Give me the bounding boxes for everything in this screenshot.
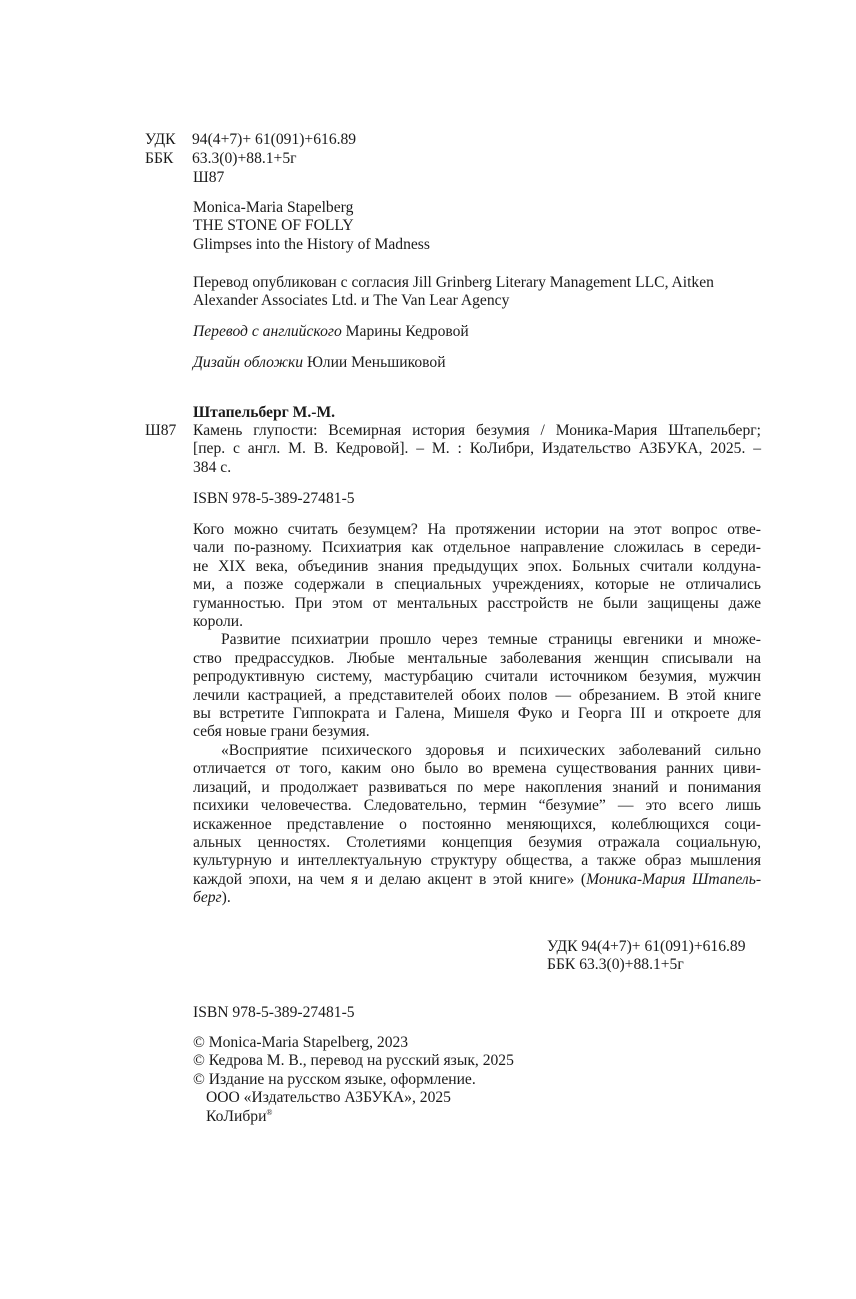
- udk-label: УДК: [145, 131, 176, 148]
- annotation-line: себя новые грани безумия.: [193, 723, 370, 741]
- annotation-line: культурную и интеллектуальную структуру общества, а также образ мышления: [193, 852, 761, 870]
- bib-mark-text: Ш87: [145, 422, 177, 439]
- bottom-classification: [547, 938, 746, 975]
- bbk-value: 63.3(0)+88.1+5г: [192, 150, 297, 167]
- rights-block: [193, 274, 761, 311]
- bib-heading: [193, 404, 761, 422]
- bib-line: 384 с.: [193, 458, 232, 476]
- bib-isbn-text: ISBN 978-5-389-27481-5: [193, 490, 355, 507]
- annotation-text: ).: [221, 889, 231, 907]
- rights-line: Alexander Associates Ltd. и The Van Lear Agency: [193, 292, 510, 310]
- bottom-bbk: ББК 63.3(0)+88.1+5г: [547, 956, 684, 974]
- annotation-line: гуманностью. При этом от ментальных расстройств не были защищены даже: [193, 594, 761, 612]
- annotation-line: ми, а позже содержали в специальных учреждениях, которые не отличались: [193, 576, 761, 594]
- translation-credit: [193, 323, 761, 341]
- annotation: [193, 521, 761, 908]
- udk-value: 94(4+7)+ 61(091)+616.89: [192, 131, 357, 148]
- registered-mark: ®: [266, 1107, 273, 1117]
- bottom-udk: УДК 94(4+7)+ 61(091)+616.89: [547, 938, 746, 955]
- annotation-line: отличается от того, каким оно было во времена существования ранних циви-: [193, 760, 761, 778]
- publisher-imprint: КоЛибри: [206, 1107, 267, 1125]
- copyright-isbn: [193, 1004, 761, 1022]
- design-label: Дизайн обложки: [193, 354, 304, 371]
- annotation-line: вы встретите Гиппократа и Галена, Мишеля Фуко и Георга III и откроете для: [193, 705, 761, 723]
- annotation-line: ство предрассудков. Любые ментальные заболевания женщин списывали на: [193, 649, 761, 667]
- udk-line: [145, 131, 356, 149]
- original-title-block: [193, 199, 761, 254]
- author-mark: [193, 169, 761, 187]
- bbk-label: ББК: [145, 150, 174, 167]
- original-author: Monica-Maria Stapelberg: [193, 199, 354, 216]
- design-credit: [193, 354, 761, 372]
- designer-name: Юлии Меньшиковой: [306, 354, 446, 371]
- bib-author-heading: Штапельберг М.-М.: [193, 404, 336, 421]
- annotation-line: не XIX века, объединив знания предыдущих эпох. Больных считали колдуна-: [193, 557, 761, 575]
- annotation-line: короли.: [193, 613, 243, 631]
- translation-label: Перевод с английского: [193, 323, 342, 340]
- copyright-line: [193, 1108, 761, 1126]
- copyright-line: © Кедрова М. В., перевод на русский язык, 2025: [193, 1052, 514, 1070]
- annotation-line: искаженное представление о постоянно меняющихся, колеблющихся соци-: [193, 815, 761, 833]
- original-subtitle: Glimpses into the History of Madness: [193, 235, 430, 253]
- quote-author: Моника-Мария Штапель-: [586, 870, 762, 888]
- annotation-text: каждой эпохи, на чем я и делаю акцент в этой книге» (: [193, 870, 587, 888]
- annotation-line: [193, 889, 761, 907]
- annotation-line: Кого можно считать безумцем? На протяжении истории на этот вопрос отве-: [193, 521, 761, 538]
- annotation-line: «Восприятие психического здоровья и психических заболеваний сильно: [221, 741, 761, 759]
- translator-name: Марины Кедровой: [345, 323, 469, 340]
- copyright-line: © Издание на русском языке, оформление.: [193, 1070, 476, 1088]
- rights-line: Перевод опубликован с согласия Jill Grinberg Literary Management LLC, Aitken: [193, 274, 714, 291]
- quote-author-end: берг: [193, 889, 222, 907]
- bbk-line: [145, 150, 297, 168]
- copyright-block: [193, 1034, 761, 1126]
- annotation-line: чали по-разному. Психиатрия как отдельное направление сложилась в середи-: [193, 539, 761, 557]
- bib-mark: [145, 422, 176, 440]
- bib-line: [пер. с англ. М. В. Кедровой]. – М. : КоЛибри, Издательство АЗБУКА, 2025. –: [193, 440, 761, 458]
- annotation-line: лизаций, и продолжает развиваться по мере накопления знаний и понимания: [193, 778, 761, 796]
- bib-record: [193, 422, 761, 477]
- copyright-isbn-text: ISBN 978-5-389-27481-5: [193, 1004, 355, 1021]
- annotation-line: Развитие психиатрии прошло через темные страницы евгеники и множе-: [221, 631, 761, 649]
- copyright-line: ООО «Издательство АЗБУКА», 2025: [206, 1089, 451, 1107]
- annotation-line: репродуктивную систему, мастурбацию считали источником безумия, мужчин: [193, 668, 761, 686]
- bib-line: Камень глупости: Всемирная история безумия / Моника-Мария Штапельберг;: [193, 422, 761, 439]
- annotation-line: лечили кастрацией, а представителей обоих полов — обрезанием. В этой книге: [193, 686, 761, 704]
- bib-isbn: [193, 490, 761, 508]
- annotation-line: [193, 871, 761, 889]
- annotation-line: психики человечества. Следовательно, термин “безумие” — это всего лишь: [193, 797, 761, 815]
- author-mark-text: Ш87: [193, 169, 225, 186]
- copyright-line: © Monica-Maria Stapelberg, 2023: [193, 1034, 409, 1051]
- original-title: THE STONE OF FOLLY: [193, 217, 354, 235]
- annotation-line: альных ценностях. Столетиями концепция безумия отражала социальную,: [193, 833, 761, 851]
